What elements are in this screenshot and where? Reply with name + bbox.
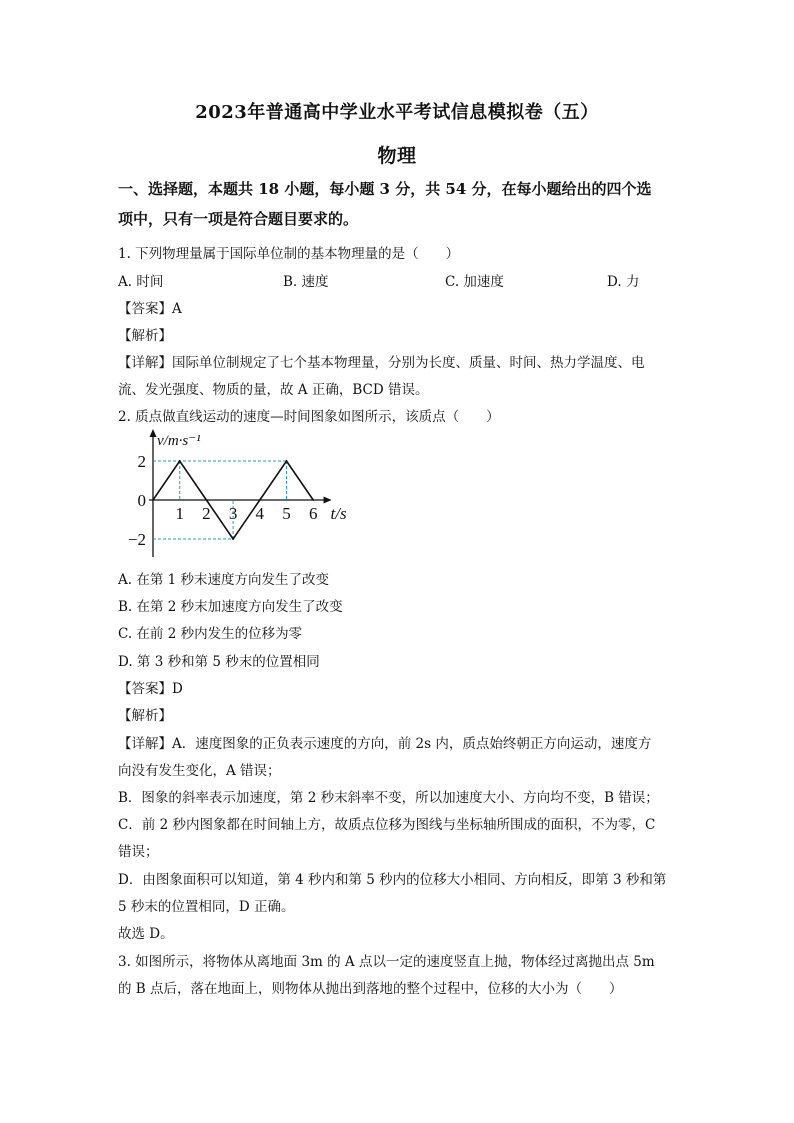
- q1-option-c: C. 加速度: [445, 274, 504, 290]
- q2-detail-line: D．由图象面积可以知道，第 4 秒内和第 5 秒内的位移大小相同、方向相反，即第 3 秒和第: [118, 872, 667, 888]
- subject-title: 物理: [377, 145, 417, 167]
- q1-option-b: B. 速度: [283, 274, 329, 290]
- data-point: [179, 460, 181, 462]
- x-tick-label: 6: [308, 504, 318, 523]
- q2-detail-line: B．图象的斜率表示加速度，第 2 秒末斜率不变，所以加速度大小、方向均不变，B 错误；: [118, 790, 659, 806]
- q2-option-b: B. 在第 2 秒末加速度方向发生了改变: [118, 599, 343, 615]
- y-tick-label: 0: [137, 491, 146, 510]
- x-axis-arrow: [324, 497, 332, 504]
- x-tick-label: 2: [202, 504, 211, 523]
- data-point: [286, 460, 288, 462]
- q2-detail-line: 向没有发生变化，A 错误；: [118, 763, 281, 779]
- section-heading: [118, 174, 698, 234]
- data-point: [232, 538, 234, 540]
- q2-detail-line: C．前 2 秒内图象都在时间轴上方，故质点位移为图线与坐标轴所围成的面积，不为零，C: [118, 817, 656, 833]
- section-heading-line-2: 项中，只有一项是符合题目要求的。: [118, 210, 359, 228]
- q2-option-a: A. 在第 1 秒末速度方向发生了改变: [118, 572, 330, 588]
- q1-option-d: D. 力: [607, 274, 640, 290]
- q1-option-a: A. 时间: [118, 274, 164, 290]
- q3-stem-line: 3. 如图所示，将物体从离地面 3m 的 A 点以一定的速度竖直上抛，物体经过离抛出点 5m: [118, 954, 655, 970]
- x-tick-label: 1: [175, 504, 184, 523]
- q2-detail-line: 错误；: [118, 844, 159, 860]
- q2-stem: 2. 质点做直线运动的速度—时间图象如图所示，该质点（ ）: [118, 409, 500, 425]
- q2-detail-line: 【详解】A．速度图象的正负表示速度的方向，前 2s 内，质点始终朝正方向运动，速度方: [118, 736, 652, 752]
- y-tick-label: 2: [137, 452, 146, 471]
- q3-stem-line: 的 B 点后，落在地面上，则物体从抛出到落地的整个过程中，位移的大小为（ ）: [118, 981, 623, 997]
- q2-detail-line: 故选 D。: [118, 926, 174, 942]
- q1-answer: 【答案】A: [118, 301, 182, 317]
- q2-analysis-label: 【解析】: [118, 708, 172, 724]
- y-tick-label: −2: [128, 530, 146, 549]
- x-tick-label: 5: [282, 504, 291, 523]
- y-axis-arrow: [150, 429, 157, 437]
- data-point: [152, 499, 154, 501]
- data-point: [312, 499, 314, 501]
- x-tick-label: 3: [228, 504, 238, 523]
- velocity-time-graph: [128, 428, 378, 558]
- section-heading-line-1: 一、选择题，本题共 18 小题，每小题 3 分，共 54 分，在每小题给出的四个选: [118, 180, 652, 198]
- q1-detail-line: 【详解】国际单位制规定了七个基本物理量，分别为长度、质量、时间、热力学温度、电: [118, 355, 645, 371]
- q2-option-c: C. 在前 2 秒内发生的位移为零: [118, 626, 303, 642]
- exam-title: 2023年普通高中学业水平考试信息模拟卷（五）: [195, 102, 599, 123]
- data-point: [206, 499, 208, 501]
- x-axis-label: t/s: [330, 504, 347, 523]
- q2-option-d: D. 第 3 秒和第 5 秒末的位置相同: [118, 654, 320, 670]
- q2-answer: 【答案】D: [118, 681, 183, 697]
- y-axis-label: v/m·s⁻¹: [157, 433, 201, 449]
- q1-stem: 1. 下列物理量属于国际单位制的基本物理量的是（ ）: [118, 246, 460, 262]
- q1-detail-line: 流、发光强度、物质的量，故 A 正确，BCD 错误。: [118, 382, 429, 398]
- x-tick-label: 4: [255, 504, 265, 523]
- q1-analysis-label: 【解析】: [118, 328, 172, 344]
- q2-detail-line: 5 秒末的位置相同，D 正确。: [118, 899, 295, 915]
- data-point: [259, 499, 261, 501]
